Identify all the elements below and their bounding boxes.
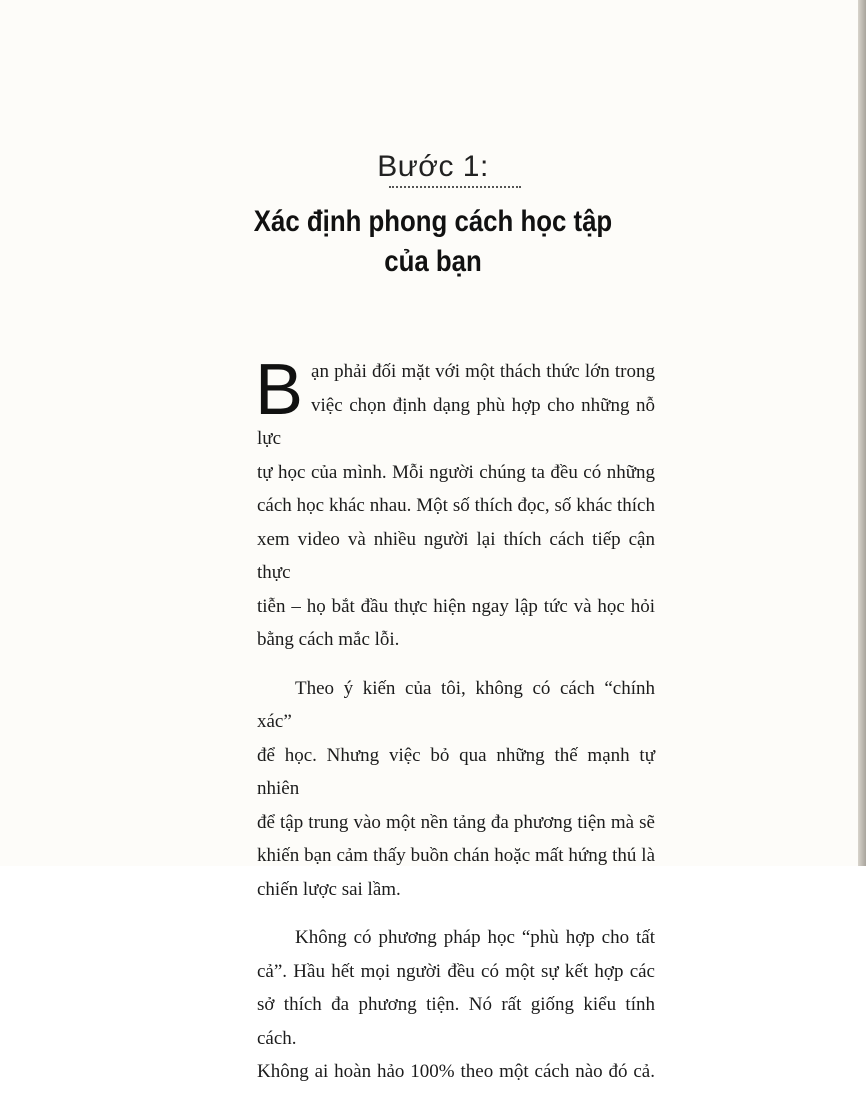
text-line: cách học khác nhau. Một số thích đọc, số khác thích <box>257 495 655 516</box>
text-line: để tập trung vào một nền tảng đa phương tiện mà sẽ <box>257 811 655 833</box>
text-line: Theo ý kiến của tôi, không có cách “chính xác” <box>257 677 655 732</box>
body-text <box>255 350 655 1104</box>
text-line: ạn phải đối mặt với một thách thức lớn trong <box>311 361 655 382</box>
drop-cap: B <box>255 350 304 430</box>
text-line: sở thích đa phương tiện. Nó rất giống kiểu tính cách. <box>257 994 655 1049</box>
chapter-title <box>61 202 806 282</box>
text-line: cả”. Hầu hết mọi người đều có một sự kết hợp các <box>257 960 655 982</box>
text-line: tự học của mình. Mỗi người chúng ta đều có những <box>257 461 655 483</box>
text-line: chiến lược sai lầm. <box>257 878 401 900</box>
step-label: Bước 1: <box>377 150 489 183</box>
text-line: Không ai hoàn hảo 100% theo một cách nào đó cả. <box>257 1061 655 1082</box>
text-line: bằng cách mắc lỗi. <box>257 629 400 650</box>
paragraph-1 <box>255 350 655 657</box>
text-line: để học. Nhưng việc bỏ qua những thế mạnh tự nhiên <box>257 744 655 799</box>
text-line: tiễn – họ bắt đầu thực hiện ngay lập tức và học hỏi <box>257 595 655 617</box>
dotted-divider <box>389 186 521 188</box>
text-line: xem video và nhiều người lại thích cách tiếp cận thực <box>257 528 655 583</box>
text-line: Không có phương pháp học “phù hợp cho tất <box>295 927 655 948</box>
paragraph-3 <box>257 921 655 1089</box>
chapter-title-line-1: Xác định phong cách học tập <box>253 205 613 238</box>
text-line: việc chọn định dạng phù hợp cho những nỗ lực <box>257 394 655 449</box>
page-edge <box>858 0 866 866</box>
paragraph-2 <box>257 672 655 907</box>
text-line: khiến bạn cảm thấy buồn chán hoặc mất hứng thú là <box>257 845 655 866</box>
chapter-title-line-2: của bạn <box>384 245 482 278</box>
